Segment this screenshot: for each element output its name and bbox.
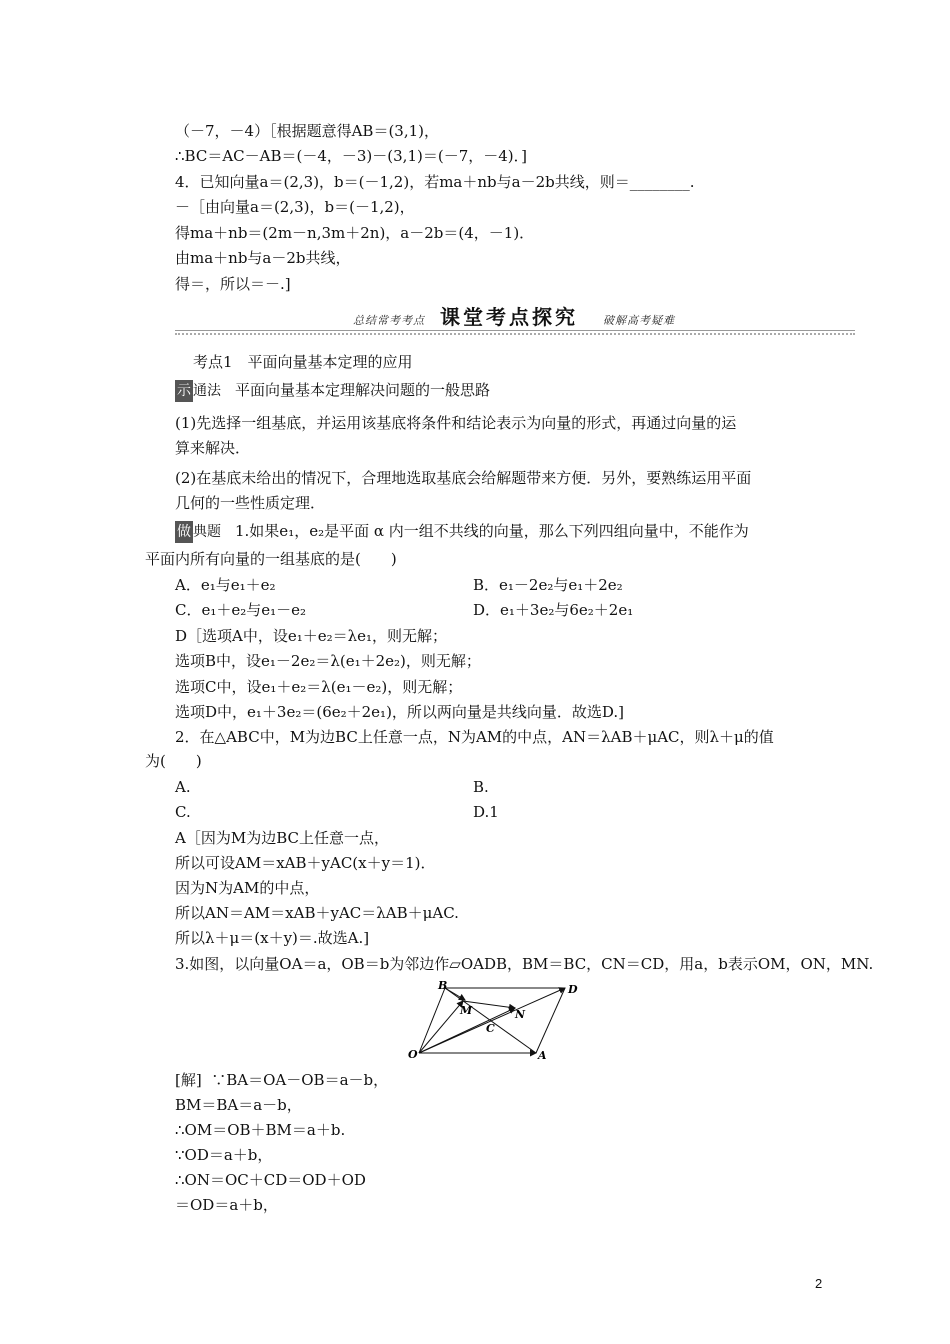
para-1b: 算来解决．	[175, 439, 251, 457]
q3-solution-1: ∵BA＝OA－OB＝a－b，	[211, 1071, 389, 1089]
parallelogram-figure	[405, 978, 585, 1060]
band-left-text: 总结常考考点	[353, 314, 425, 327]
q3-solution-2: BM＝BA＝a－b，	[175, 1096, 302, 1114]
q3-solution-3: ∴OM＝OB＋BM＝a＋b.	[175, 1121, 346, 1139]
q2-option-b: B.	[473, 778, 489, 796]
para-2b: 几何的一些性质定理．	[175, 494, 326, 512]
q3-solution-0	[175, 1069, 388, 1091]
q1-option-c: C．e₁＋e₂与e₁－e₂	[175, 601, 307, 619]
q1-option-b: B．e₁－2e₂与e₁＋2e₂	[473, 576, 623, 594]
q2-solution-2: 所以可设AM＝xAB＋yAC(x＋y＝1)．	[175, 854, 436, 872]
q2-option-c: C.	[175, 803, 191, 821]
band-title: 课堂考点探究	[440, 305, 578, 329]
q1-solution-2: 选项B中，设e₁－2e₂＝λ(e₁＋2e₂)，则无解；	[175, 652, 481, 670]
example-tag: 做	[175, 521, 193, 543]
q1-line-b: 平面内所有向量的一组基底的是( )	[145, 550, 397, 568]
q1-solution-3: 选项C中，设e₁＋e₂＝λ(e₁－e₂)，则无解；	[175, 678, 463, 696]
label-b: B	[438, 979, 448, 992]
page-number: 2	[815, 1276, 823, 1291]
q1-solution-1: D［选项A中，设e₁＋e₂＝λe₁，则无解；	[175, 627, 448, 645]
kaodian-heading: 考点1 平面向量基本定理的应用	[193, 353, 413, 371]
band-line	[175, 330, 855, 331]
vector-om	[419, 1001, 463, 1053]
text-line-1: （－7，－4）［根据题意得AB＝(3,1)，	[175, 122, 440, 140]
q2-solution-5: 所以λ＋μ＝(x＋y)＝.故选A.]	[175, 929, 370, 947]
q3-solution-6: ＝OD＝a＋b，	[175, 1196, 278, 1214]
para-1a: (1)先选择一组基底，并运用该基底将条件和结论表示为向量的形式，再通过向量的运	[175, 414, 737, 432]
para-2a: (2)在基底未给出的情况下，合理地选取基底会给解题带来方便．另外，要熟练运用平面	[175, 469, 752, 487]
band-line-dotted	[175, 333, 855, 335]
text-line-5: 得ma＋nb＝(2m－n,3m＋2n)，a－2b＝(4，－1)．	[175, 224, 535, 242]
tongfa-label: 通法	[193, 383, 221, 399]
text-line-6: 由ma＋nb与a－2b共线，	[175, 249, 351, 267]
q3-question: 3.如图，以向量OA＝a，OB＝b为邻边作▱OADB，BM＝BC，CN＝CD，用a，b表示OM，ON，MN.	[175, 955, 874, 973]
q1-line-a: 1.如果e₁，e₂是平面 α 内一组不共线的向量，那么下列四组向量中，不能作为	[235, 522, 749, 540]
q2-line-b: 为( )	[145, 752, 202, 770]
label-a: A	[538, 1049, 547, 1060]
label-c: C	[486, 1022, 495, 1035]
q2-solution-3: 因为N为AM的中点，	[175, 879, 320, 897]
q3-solution-5: ∴ON＝OC＋CD＝OD＋OD	[175, 1171, 366, 1189]
q2-option-d: D.1	[473, 803, 499, 821]
text-line-4: －［由向量a＝(2,3)，b＝(－1,2)，	[175, 198, 415, 216]
text-line-2: ∴BC＝AC－AB＝(－4，－3)－(3,1)＝(－7，－4)．]	[175, 147, 527, 165]
edge-da	[536, 988, 565, 1053]
label-d: D	[568, 983, 578, 996]
text-line-3: 4．已知向量a＝(2,3)，b＝(－1,2)，若ma＋nb与a－2b共线，则＝________.	[175, 173, 695, 191]
tongfa-heading	[175, 379, 490, 402]
q2-solution-1: A［因为M为边BC上任意一点，	[175, 829, 389, 847]
tongfa-title: 平面向量基本定理解决问题的一般思路	[235, 381, 491, 399]
q2-line-a: 2．在△ABC中，M为边BC上任意一点，N为AM的中点，AN＝λAB＋μAC，则λ＋μ的值	[175, 728, 774, 746]
solution-tag: [解]	[175, 1071, 202, 1089]
q1-solution-4: 选项D中，e₁＋3e₂＝(6e₂＋2e₁)，所以两向量是共线向量．故选D.]	[175, 703, 625, 721]
label-o: O	[408, 1048, 418, 1060]
q3-solution-4: ∵OD＝a＋b，	[175, 1146, 273, 1164]
q2-option-a: A.	[175, 778, 191, 796]
example-heading	[175, 520, 749, 543]
tongfa-tag: 示	[175, 380, 193, 402]
q2-solution-4: 所以AN＝AM＝xAB＋yAC＝λAB＋μAC.	[175, 904, 459, 922]
vector-bm	[445, 988, 465, 1000]
text-line-7: 得＝，所以＝－.]	[175, 275, 291, 293]
example-label: 典题	[193, 524, 221, 540]
q1-option-d: D．e₁＋3e₂与6e₂＋2e₁	[473, 601, 634, 619]
label-n: N	[515, 1008, 526, 1021]
label-m: M	[460, 1004, 473, 1017]
q1-option-a: A．e₁与e₁＋e₂	[175, 576, 276, 594]
band-right-text: 破解高考疑难	[603, 314, 675, 327]
